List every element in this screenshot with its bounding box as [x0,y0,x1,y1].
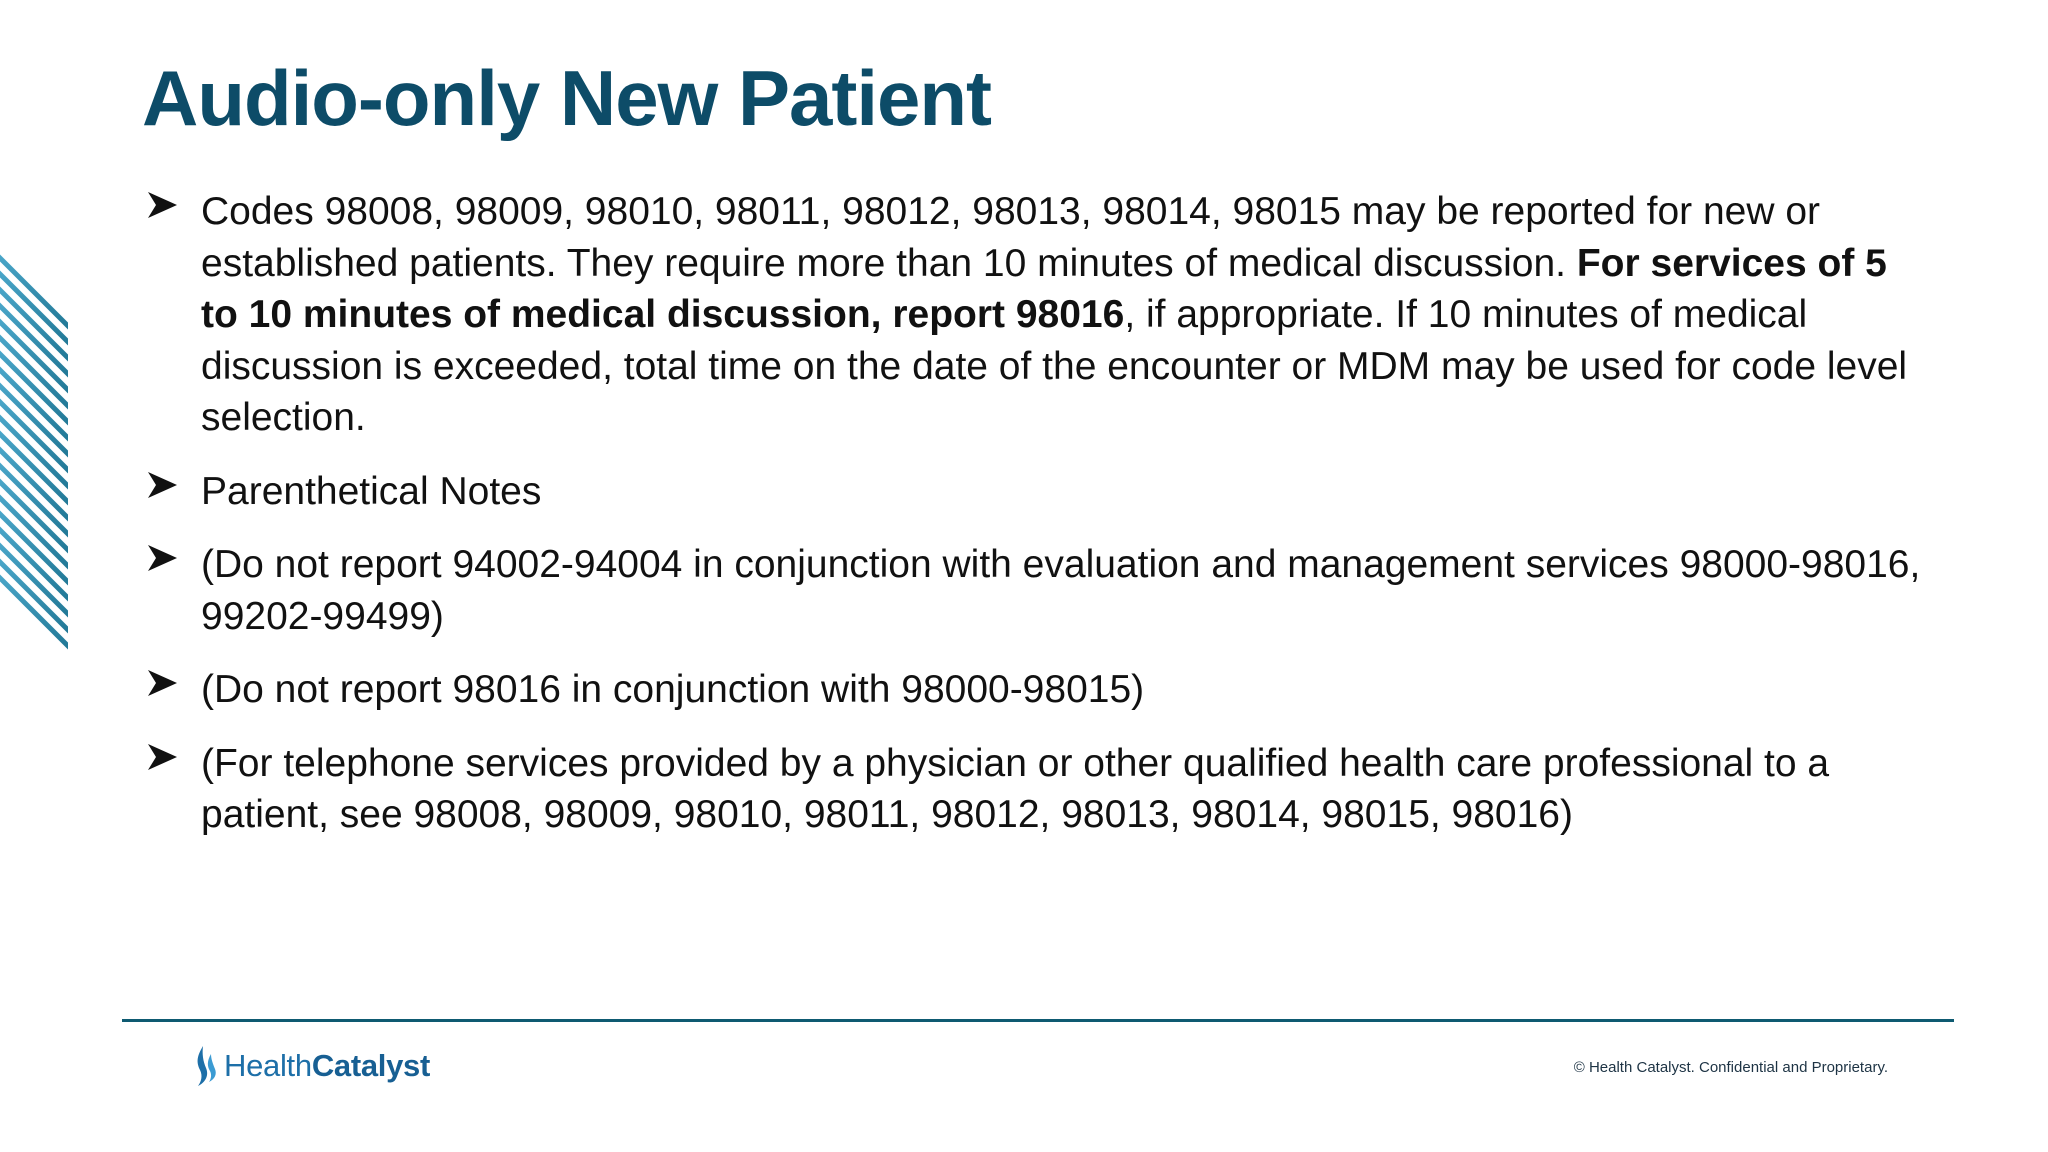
bullet-text: Parenthetical Notes [201,469,542,513]
footer-divider [122,1019,1954,1022]
arrowhead-bullet-icon [145,539,181,579]
diagonal-stripes-decoration [0,218,68,654]
bullet-text: (For telephone services provided by a physician or other qualified health care professional to a patient, see 98008, 98009, 98010, 98011, 98012, 98013, 98014, 98015, 98016) [201,741,1830,836]
slide-title: Audio-only New Patient [142,54,992,142]
bullet-item [145,186,1925,444]
logo-word-health: Health [224,1048,312,1083]
bullet-text: (Do not report 98016 in conjunction with 98000-98015) [201,668,1145,711]
bullet-item [145,664,1925,716]
bullet-item [145,466,1925,518]
bullet-text: (Do not report 94002-94004 in conjunction with evaluation and management services 98000-98016, 99202-99499) [201,543,1921,638]
arrowhead-bullet-icon [145,466,181,506]
bullet-text [201,186,1925,444]
bullet-text-part: Codes 98008, 98009, 98010, 98011, 98012, 98013, 98014, 98015 may be reported for new or established patients. They require more than 10 minutes of medical discussion. [201,190,1821,285]
arrowhead-bullet-icon [145,186,181,226]
copyright-notice: © Health Catalyst. Confidential and Proprietary. [1573,1059,1888,1076]
health-catalyst-logo [192,1044,430,1088]
flame-logo-icon [192,1044,218,1088]
bullet-text-part: , if appropriate. If 10 minutes of medical discussion is exceeded, total time on the date of the encounter or MDM may be used for code level selection. [201,293,1908,439]
logo-wordmark [224,1048,430,1084]
bullet-text-bold: For services of 5 to 10 minutes of medical discussion, report 98016 [201,241,1887,336]
bullet-item [145,738,1925,841]
bullet-list [145,186,1925,863]
arrowhead-bullet-icon [145,738,181,778]
logo-word-catalyst: Catalyst [311,1048,431,1083]
arrowhead-bullet-icon [145,664,181,704]
bullet-item [145,539,1925,642]
